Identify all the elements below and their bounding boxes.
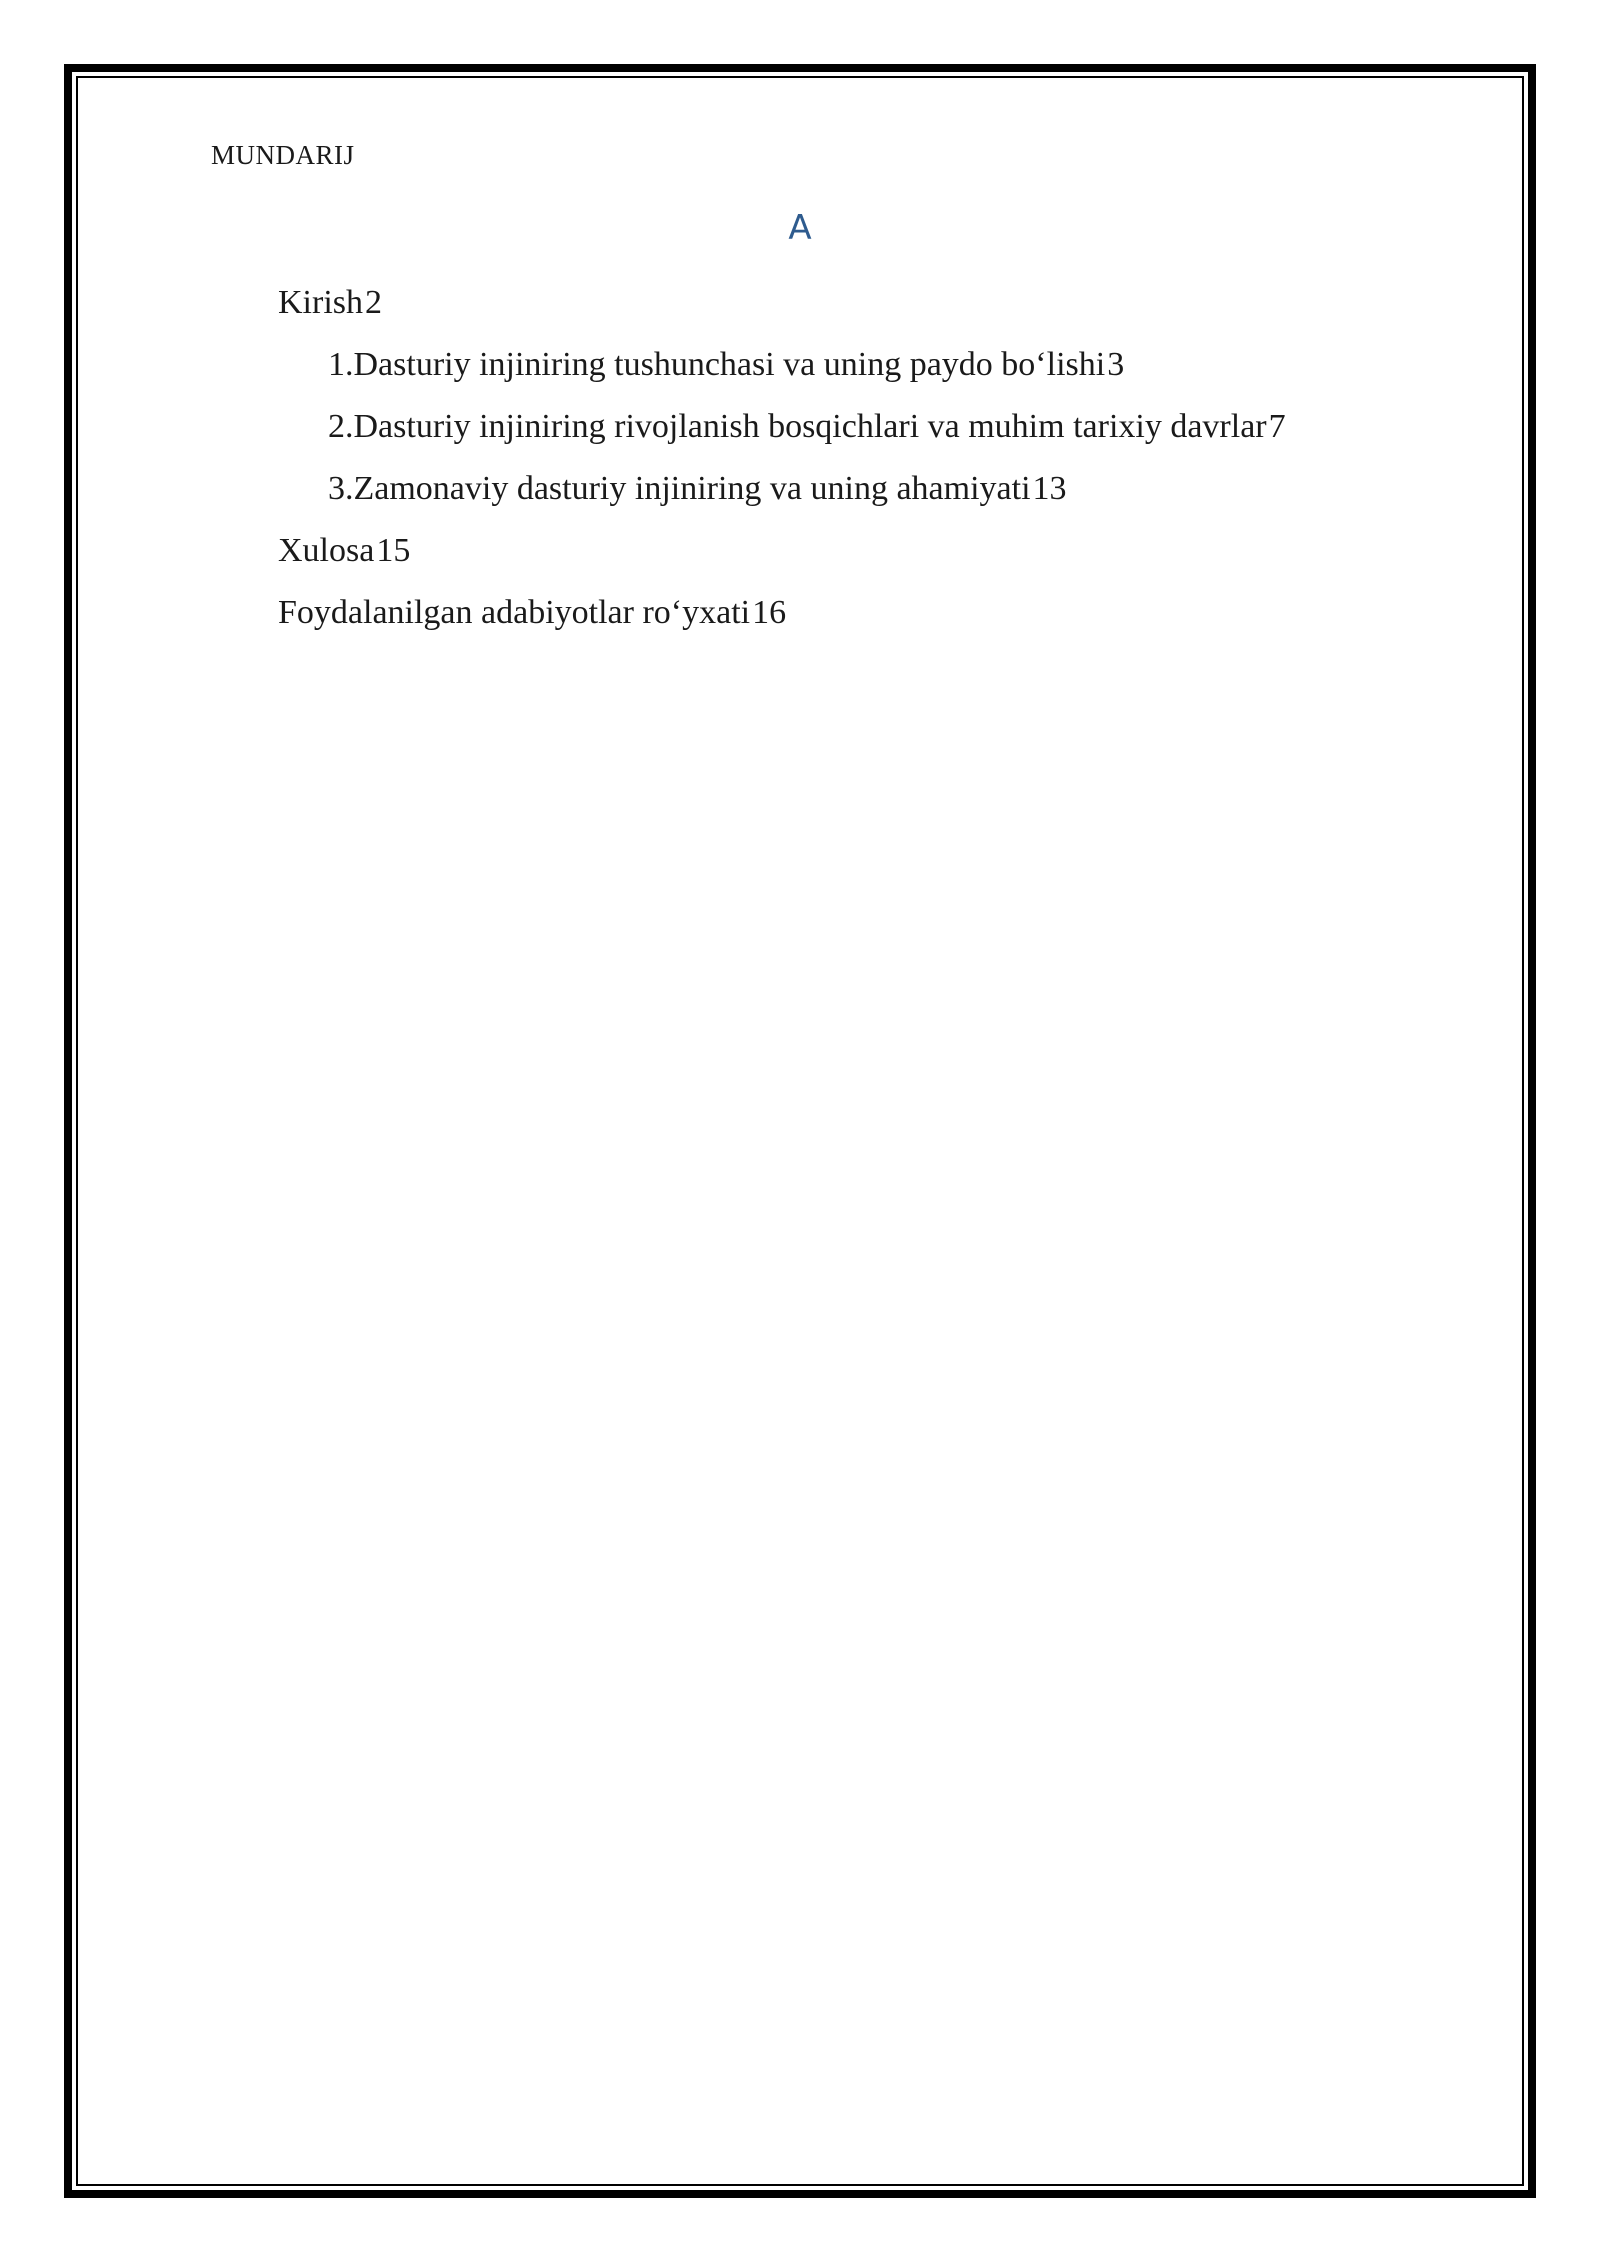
page-border-inner — [76, 76, 1524, 2186]
toc-page-number: 3 — [1107, 346, 1125, 383]
toc-section-number: 2. — [328, 408, 354, 445]
toc-page-number: 7 — [1268, 408, 1286, 445]
toc-entry-title: Foydalanilgan adabiyotlar ro‘yxati — [278, 594, 751, 631]
toc-entry-title: Xulosa — [278, 532, 375, 569]
toc-entry-title: Dasturiy injiniring tushunchasi va uning paydo bo‘lishi — [353, 346, 1106, 383]
toc-heading-line1: MUNDARIJ — [211, 140, 355, 170]
toc-section-number: 1. — [328, 346, 354, 383]
toc-heading-line2: A — [788, 208, 812, 248]
toc-page-number: 15 — [376, 532, 411, 569]
toc-entry-title: Zamonaviy dasturiy injiniring va uning ahamiyati — [353, 470, 1031, 507]
toc-page-number: 2 — [365, 284, 382, 321]
toc-entry-title: Kirish — [278, 284, 363, 321]
toc-section-number: 3. — [328, 470, 354, 507]
toc-page-number: 16 — [752, 594, 787, 631]
toc-entry-title: Dasturiy injiniring rivojlanish bosqichlari va muhim tarixiy davrlar — [353, 408, 1267, 445]
toc-page-number: 13 — [1032, 470, 1067, 507]
